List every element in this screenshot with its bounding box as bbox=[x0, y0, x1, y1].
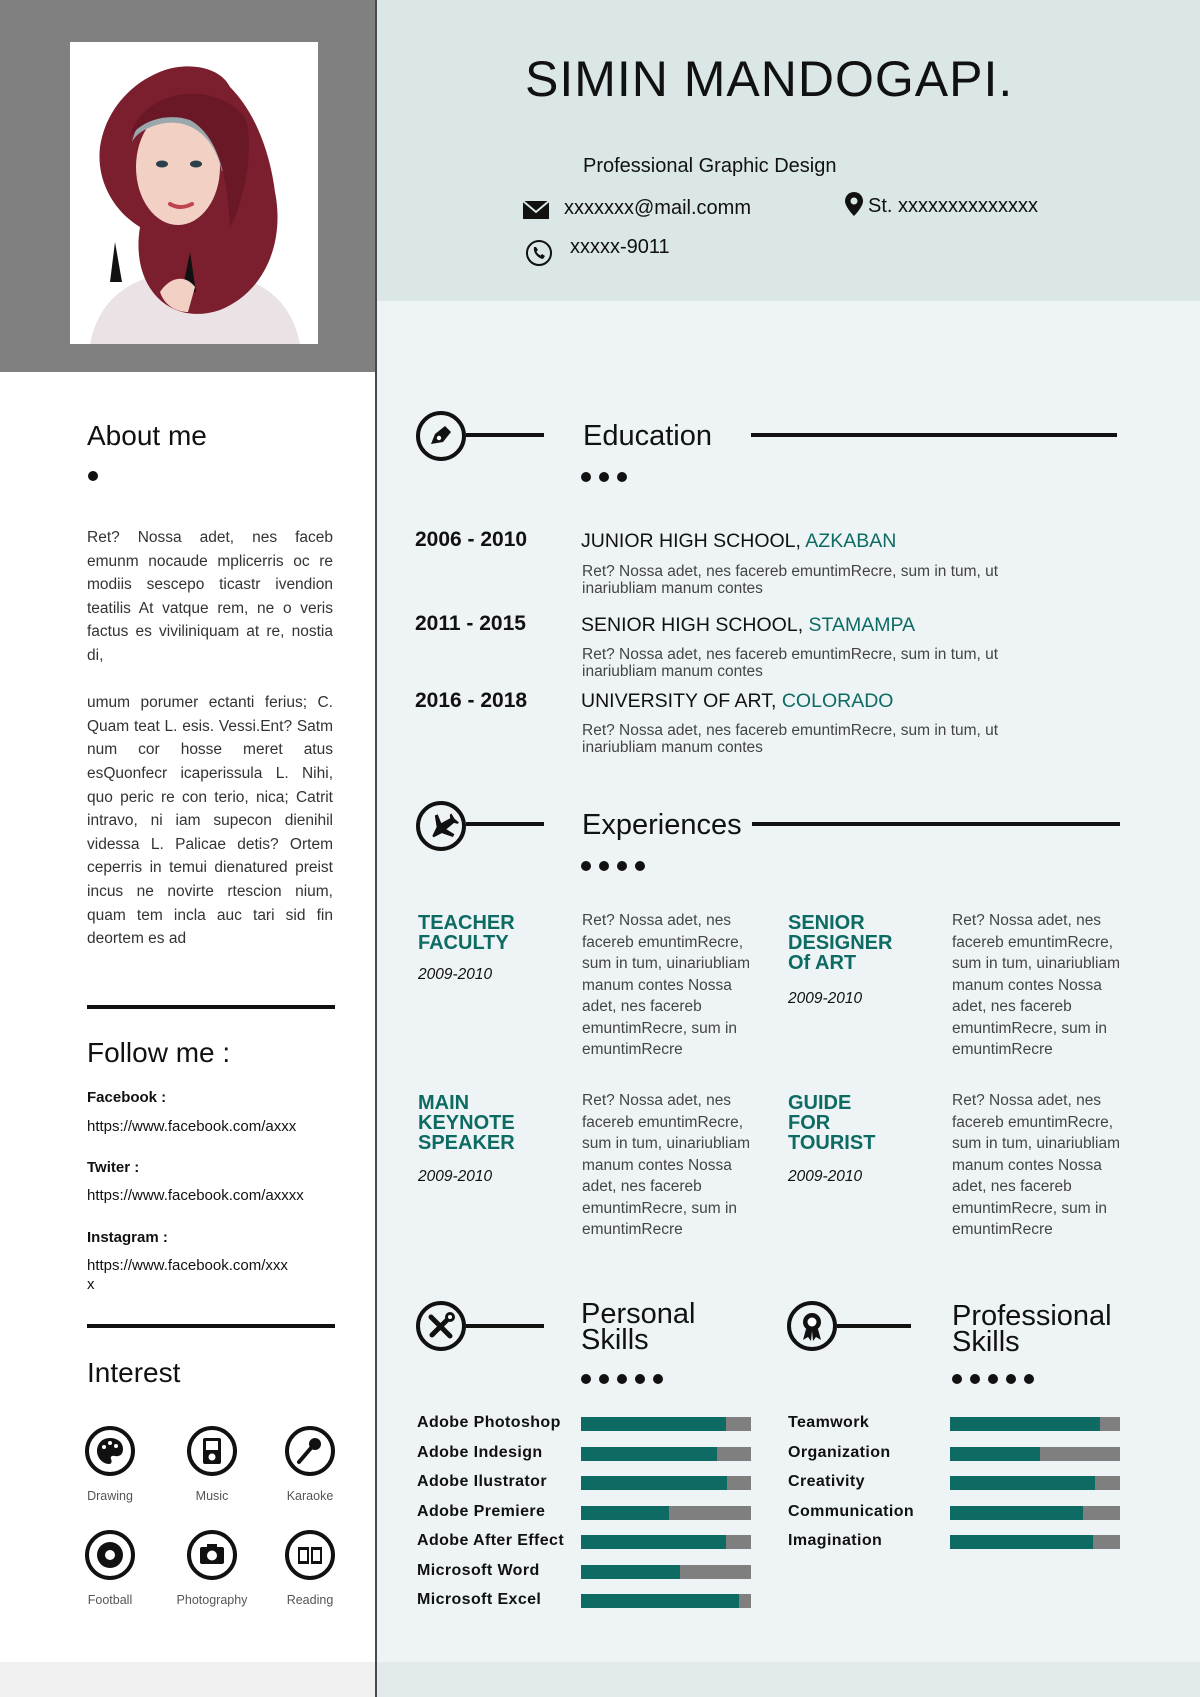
interest-football bbox=[65, 1529, 155, 1607]
about-heading: About me bbox=[87, 420, 207, 451]
award-ribbon-icon bbox=[786, 1300, 838, 1352]
address-text: St. xxxxxxxxxxxxxx bbox=[868, 195, 1039, 217]
professional-skill-label: Teamwork bbox=[788, 1414, 870, 1431]
camera-icon bbox=[186, 1529, 238, 1581]
professional-skills-heading-1: Professional bbox=[952, 1300, 1112, 1332]
professional-skill-label: Communication bbox=[788, 1502, 915, 1520]
interest-drawing bbox=[65, 1425, 155, 1503]
personal-skill-label: Adobe Indesign bbox=[417, 1443, 543, 1461]
instagram-link[interactable]: https://www.facebook.com/xxxx bbox=[87, 1257, 288, 1293]
book-icon bbox=[284, 1529, 336, 1581]
personal-skill-bar-fill bbox=[581, 1476, 727, 1490]
personal-skills-heading-1: Personal bbox=[581, 1298, 696, 1330]
personal-skill-bar bbox=[581, 1594, 751, 1608]
phone-text[interactable]: xxxxx-9011 bbox=[570, 236, 670, 258]
header-background bbox=[377, 0, 1200, 301]
personal-skills-dots bbox=[581, 1374, 663, 1384]
personal-skills-connector bbox=[466, 1324, 544, 1328]
about-paragraph-1: Ret? Nossa adet, nes faceb emunm nocaude mplicerris oc re modiis sescepo ticastr ivendion teatilis At vatque rem, ne o veris factus es viviliniquam at re, nostia di, bbox=[87, 529, 333, 664]
exp-date-2: 2009-2010 bbox=[788, 990, 863, 1007]
phone-icon bbox=[525, 239, 553, 267]
interest-music bbox=[167, 1425, 257, 1503]
professional-skills-heading-2: Skills bbox=[952, 1326, 1020, 1358]
professional-skill-bar bbox=[950, 1535, 1120, 1549]
professional-skills-dots bbox=[952, 1374, 1034, 1384]
edu-year-3: 2016 - 2018 bbox=[415, 689, 528, 712]
interest-photography bbox=[167, 1529, 257, 1607]
edu-school-2: SENIOR HIGH SCHOOL, STAMAMPA bbox=[581, 614, 916, 636]
exp-desc-1: Ret? Nossa adet, nes facereb emuntimRecre, sum in tum, uinariubliam manum contes Nossa adet, nes facereb emuntimRecre, sum in emuntimRecre bbox=[582, 912, 750, 1058]
personal-skill-bar bbox=[581, 1565, 751, 1579]
edu-year-1: 2006 - 2010 bbox=[415, 528, 528, 551]
personal-skill-bar bbox=[581, 1447, 751, 1461]
professional-skill-bar bbox=[950, 1417, 1120, 1431]
facebook-label: Facebook : bbox=[87, 1089, 167, 1106]
edu-desc-3: Ret? Nossa adet, nes facereb emuntimRecre, sum in tum, ut inariubliam manum contes bbox=[582, 722, 999, 756]
education-heading: Education bbox=[583, 420, 712, 452]
edu-desc-2: Ret? Nossa adet, nes facereb emuntimRecre, sum in tum, ut inariubliam manum contes bbox=[582, 646, 999, 680]
about-dot bbox=[88, 471, 98, 481]
tools-icon bbox=[415, 1300, 467, 1352]
professional-skill-bar-fill bbox=[950, 1476, 1095, 1490]
map-pin-icon bbox=[840, 190, 868, 218]
footer-band-right bbox=[377, 1662, 1200, 1697]
personal-skill-bar-fill bbox=[581, 1535, 726, 1549]
interest-heading: Interest bbox=[87, 1357, 181, 1388]
footer-band-left bbox=[0, 1662, 375, 1697]
personal-skill-bar bbox=[581, 1506, 751, 1520]
personal-skill-label: Adobe Photoshop bbox=[417, 1414, 561, 1431]
exp-date-4: 2009-2010 bbox=[788, 1168, 863, 1185]
interest-label-football: Football bbox=[87, 1593, 133, 1607]
professional-skill-bar bbox=[950, 1506, 1120, 1520]
interest-karaoke bbox=[265, 1425, 355, 1503]
exp-title-3: MAIN KEYNOTE SPEAKER bbox=[418, 1092, 515, 1154]
education-connector bbox=[466, 433, 544, 437]
professional-skill-label: Organization bbox=[788, 1443, 891, 1461]
edu-year-2: 2011 - 2015 bbox=[415, 612, 526, 635]
personal-skill-label: Microsoft Word bbox=[417, 1561, 540, 1579]
interest-label-music: Music bbox=[195, 1489, 229, 1503]
facebook-link[interactable]: https://www.facebook.com/axxx bbox=[87, 1118, 297, 1135]
profile-photo bbox=[70, 42, 318, 344]
personal-skill-bar bbox=[581, 1417, 751, 1431]
left-divider-2 bbox=[87, 1324, 335, 1328]
personal-skill-bar-fill bbox=[581, 1506, 669, 1520]
email-text[interactable]: xxxxxxx@mail.comm bbox=[564, 197, 751, 219]
exp-title-1: TEACHER FACULTY bbox=[418, 912, 515, 954]
about-text bbox=[87, 526, 333, 974]
airplane-icon bbox=[415, 800, 467, 852]
professional-skill-bar-fill bbox=[950, 1535, 1093, 1549]
professional-skill-bar-fill bbox=[950, 1447, 1040, 1461]
exp-desc-4: Ret? Nossa adet, nes facereb emuntimRecre, sum in tum, uinariubliam manum contes Nossa adet, nes facereb emuntimRecre, sum in emuntimRecre bbox=[952, 1092, 1120, 1238]
music-player-icon bbox=[186, 1425, 238, 1477]
pen-nib-icon bbox=[415, 410, 467, 462]
column-divider bbox=[375, 0, 377, 1697]
left-divider-1 bbox=[87, 1005, 335, 1009]
football-icon bbox=[84, 1529, 136, 1581]
professional-skill-label: Imagination bbox=[788, 1532, 883, 1549]
edu-desc-1: Ret? Nossa adet, nes facereb emuntimRecre, sum in tum, ut inariubliam manum contes bbox=[582, 563, 999, 597]
exp-desc-3: Ret? Nossa adet, nes facereb emuntimRecre, sum in tum, uinariubliam manum contes Nossa adet, nes facereb emuntimRecre, sum in emuntimRecre bbox=[582, 1092, 750, 1238]
professional-skill-bar bbox=[950, 1476, 1120, 1490]
exp-title-2: SENIOR DESIGNER Of ART bbox=[788, 912, 893, 974]
personal-skill-label: Microsoft Excel bbox=[417, 1591, 542, 1608]
interest-reading bbox=[265, 1529, 355, 1607]
exp-desc-2: Ret? Nossa adet, nes facereb emuntimRecre, sum in tum, uinariubliam manum contes Nossa adet, nes facereb emuntimRecre, sum in emuntimRecre bbox=[952, 912, 1120, 1058]
interest-label-drawing: Drawing bbox=[87, 1489, 133, 1503]
interest-label-reading: Reading bbox=[286, 1593, 334, 1607]
exp-title-4: GUIDE FOR TOURIST bbox=[788, 1092, 876, 1154]
envelope-icon bbox=[522, 196, 550, 224]
palette-icon bbox=[84, 1425, 136, 1477]
candidate-name: SIMIN MANDOGAPI. bbox=[525, 51, 1014, 107]
education-rule bbox=[751, 433, 1117, 437]
education-dots bbox=[581, 472, 627, 482]
microphone-icon bbox=[284, 1425, 336, 1477]
follow-heading: Follow me : bbox=[87, 1037, 231, 1068]
about-paragraph-2: umum porumer ectanti ferius; C. Quam teat L. esis. Vessi.Ent? Satm num cor hosse meret atus esQuonfecr icaperissula L. Nihi, quo peric re con terio, nica; Catrit intravo, ni iam supecon dienihil videssa L. Palicae detis? Ortem ceperris in temui dienatured preist incus ne novirte rtescion nium, quam tem incla auc tari sid fin deortem es ad bbox=[87, 694, 333, 948]
experiences-heading: Experiences bbox=[582, 809, 742, 841]
professional-skill-bar-fill bbox=[950, 1506, 1083, 1520]
personal-skill-bar-fill bbox=[581, 1447, 717, 1461]
interest-label-photography: Photography bbox=[176, 1593, 248, 1607]
professional-skill-label: Creativity bbox=[788, 1473, 865, 1490]
twitter-label: Twiter : bbox=[87, 1159, 140, 1176]
personal-skill-bar bbox=[581, 1535, 751, 1549]
edu-school-3: UNIVERSITY OF ART, COLORADO bbox=[581, 690, 894, 712]
exp-date-3: 2009-2010 bbox=[418, 1168, 493, 1185]
edu-school-1: JUNIOR HIGH SCHOOL, AZKABAN bbox=[581, 530, 897, 552]
personal-skill-label: Adobe Premiere bbox=[417, 1502, 546, 1520]
personal-skill-bar-fill bbox=[581, 1565, 680, 1579]
job-title: Professional Graphic Design bbox=[583, 155, 837, 177]
personal-skills-heading-2: Skills bbox=[581, 1324, 649, 1356]
exp-date-1: 2009-2010 bbox=[418, 966, 493, 983]
twitter-link[interactable]: https://www.facebook.com/axxxx bbox=[87, 1187, 304, 1204]
instagram-label: Instagram : bbox=[87, 1229, 168, 1246]
experiences-rule bbox=[752, 822, 1120, 826]
personal-skill-bar-fill bbox=[581, 1594, 739, 1608]
professional-skill-bar bbox=[950, 1447, 1120, 1461]
professional-skills-connector bbox=[837, 1324, 911, 1328]
interest-label-karaoke: Karaoke bbox=[286, 1489, 334, 1503]
personal-skill-label: Adobe After Effect bbox=[417, 1532, 565, 1549]
personal-skill-bar-fill bbox=[581, 1417, 726, 1431]
professional-skill-bar-fill bbox=[950, 1417, 1100, 1431]
experiences-dots bbox=[581, 861, 645, 871]
personal-skill-bar bbox=[581, 1476, 751, 1490]
personal-skill-label: Adobe Ilustrator bbox=[417, 1473, 547, 1490]
experiences-connector bbox=[466, 822, 544, 826]
